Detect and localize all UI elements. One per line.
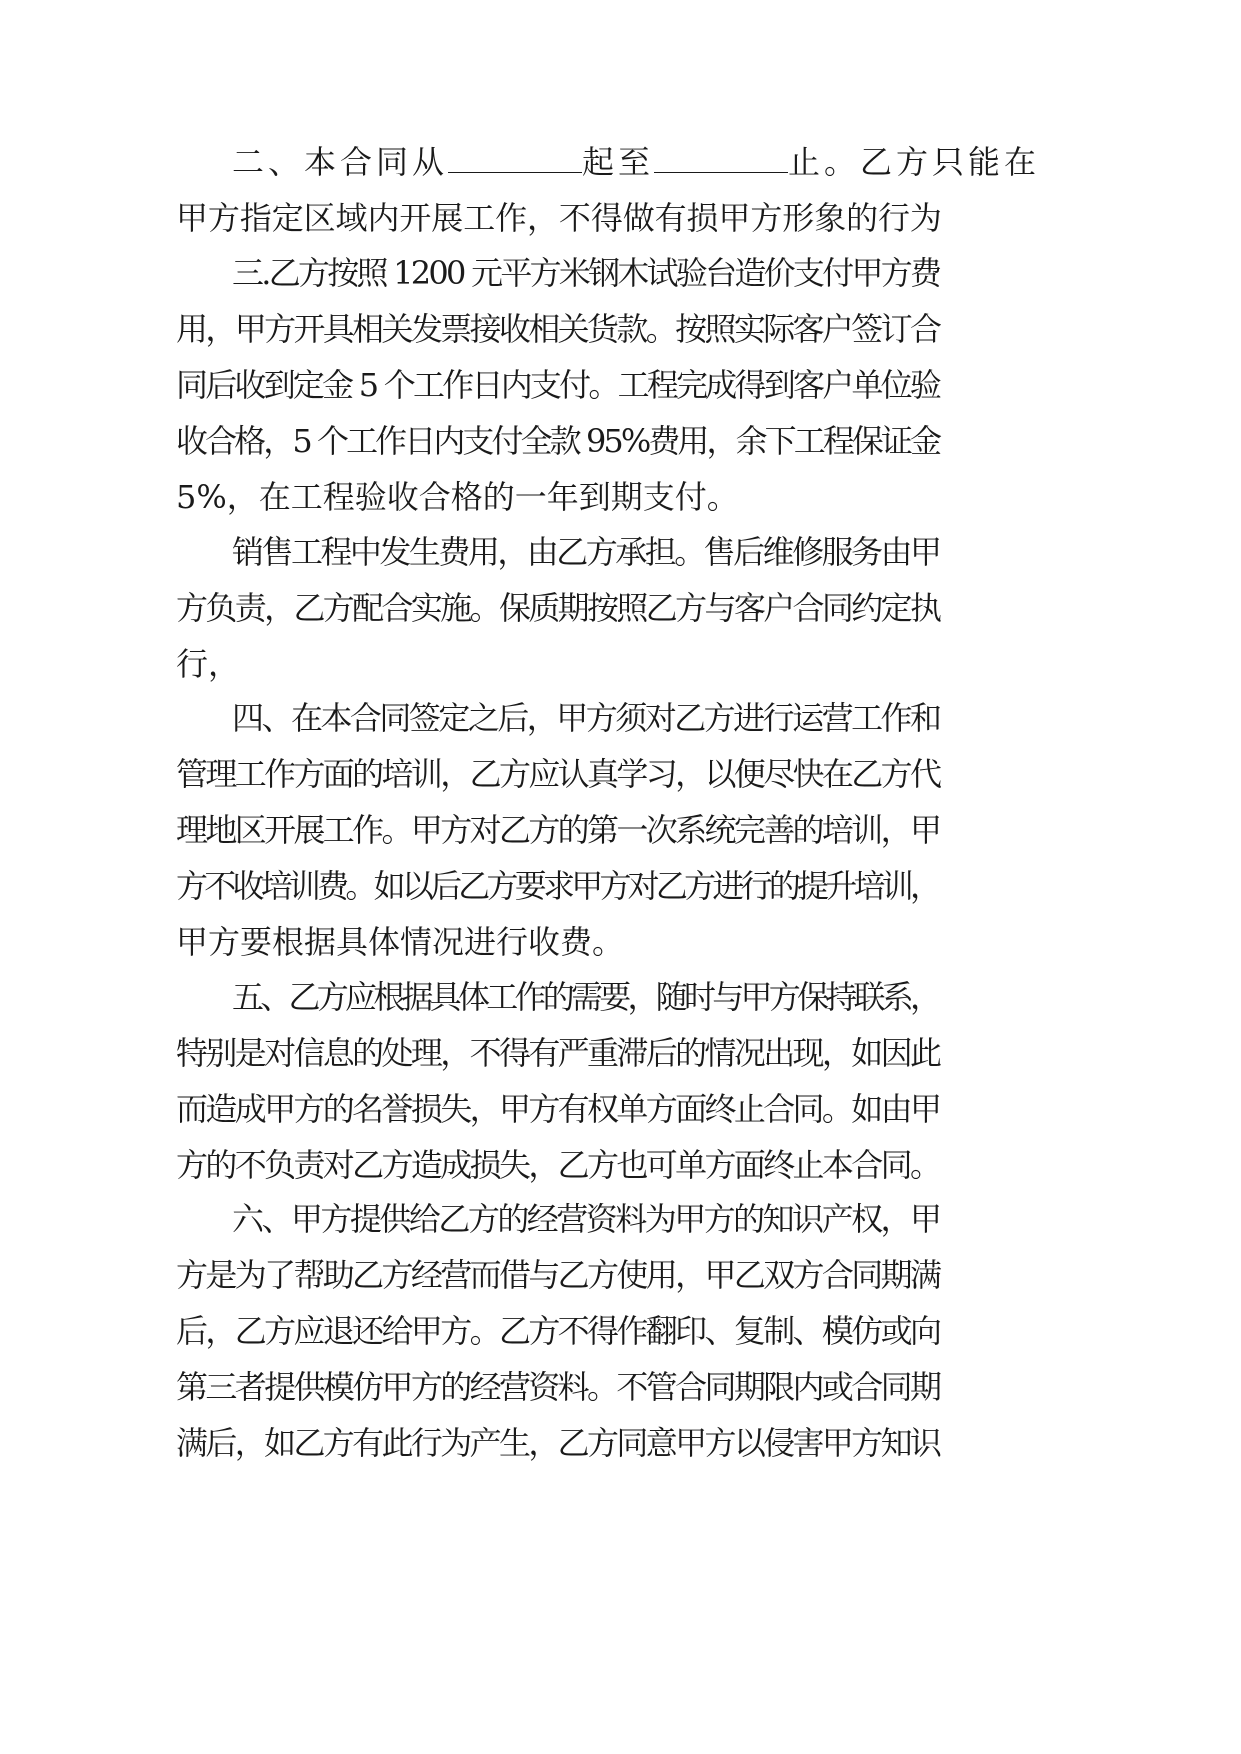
- text-segment: 二、本合同从: [232, 143, 449, 181]
- text-line: 满后，如乙方有此行为产生，乙方同意甲方以侵害甲方知识: [176, 1424, 940, 1462]
- text-line: 甲方要根据具体情况进行收费。: [176, 923, 625, 961]
- fill-in-blank: [448, 140, 582, 173]
- text-line: 甲方指定区域内开展工作，不得做有损甲方形象的行为: [176, 199, 942, 237]
- text-line: 同后收到定金 5 个工作日内支付。工程完成得到客户单位验: [176, 366, 940, 404]
- text-line: 用，甲方开具相关发票接收相关货款。按照实际客户签订合: [176, 310, 940, 348]
- text-line: 第三者提供模仿甲方的经营资料。不管合同期限内或合同期: [176, 1368, 940, 1406]
- text-line: 方负责，乙方配合实施。保质期按照乙方与客户合同约定执: [176, 589, 940, 627]
- text-segment: 止。乙方只能在: [788, 143, 1041, 181]
- text-line: 六、甲方提供给乙方的经营资料为甲方的知识产权，甲: [232, 1200, 940, 1238]
- text-line: 而造成甲方的名誉损失，甲方有权单方面终止合同。如由甲: [176, 1090, 940, 1128]
- text-line: 后，乙方应退还给甲方。乙方不得作翻印、复制、模仿或向: [176, 1312, 940, 1350]
- text-line: 理地区开展工作。甲方对乙方的第一次系统完善的培训，甲: [176, 811, 940, 849]
- text-line: 销售工程中发生费用，由乙方承担。售后维修服务由甲: [232, 533, 940, 571]
- fill-in-blank: [654, 140, 788, 173]
- text-line: 方不收培训费。如以后乙方要求甲方对乙方进行的提升培训，: [176, 867, 939, 905]
- text-line: 收合格，5 个工作日内支付全款 95%费用，余下工程保证金: [176, 422, 940, 460]
- text-line: 行，: [176, 645, 241, 683]
- text-line: 四、在本合同签定之后，甲方须对乙方进行运营工作和: [232, 699, 940, 737]
- text-line: [232, 140, 1040, 184]
- text-segment: 起至: [582, 143, 655, 181]
- text-line: 5%，在工程验收合格的一年到期支付。: [176, 478, 739, 516]
- text-line: 特别是对信息的处理，不得有严重滞后的情况出现，如因此: [176, 1034, 940, 1072]
- text-line: 方是为了帮助乙方经营而借与乙方使用，甲乙双方合同期满: [176, 1256, 940, 1294]
- text-line: 五、乙方应根据具体工作的需要，随时与甲方保持联系，: [232, 978, 939, 1016]
- text-line: 三.乙方按照 1200 元平方米钢木试验台造价支付甲方费: [232, 254, 940, 292]
- text-line: 管理工作方面的培训，乙方应认真学习，以便尽快在乙方代: [176, 755, 940, 793]
- text-line: 方的不负责对乙方造成损失，乙方也可单方面终止本合同。: [176, 1146, 940, 1184]
